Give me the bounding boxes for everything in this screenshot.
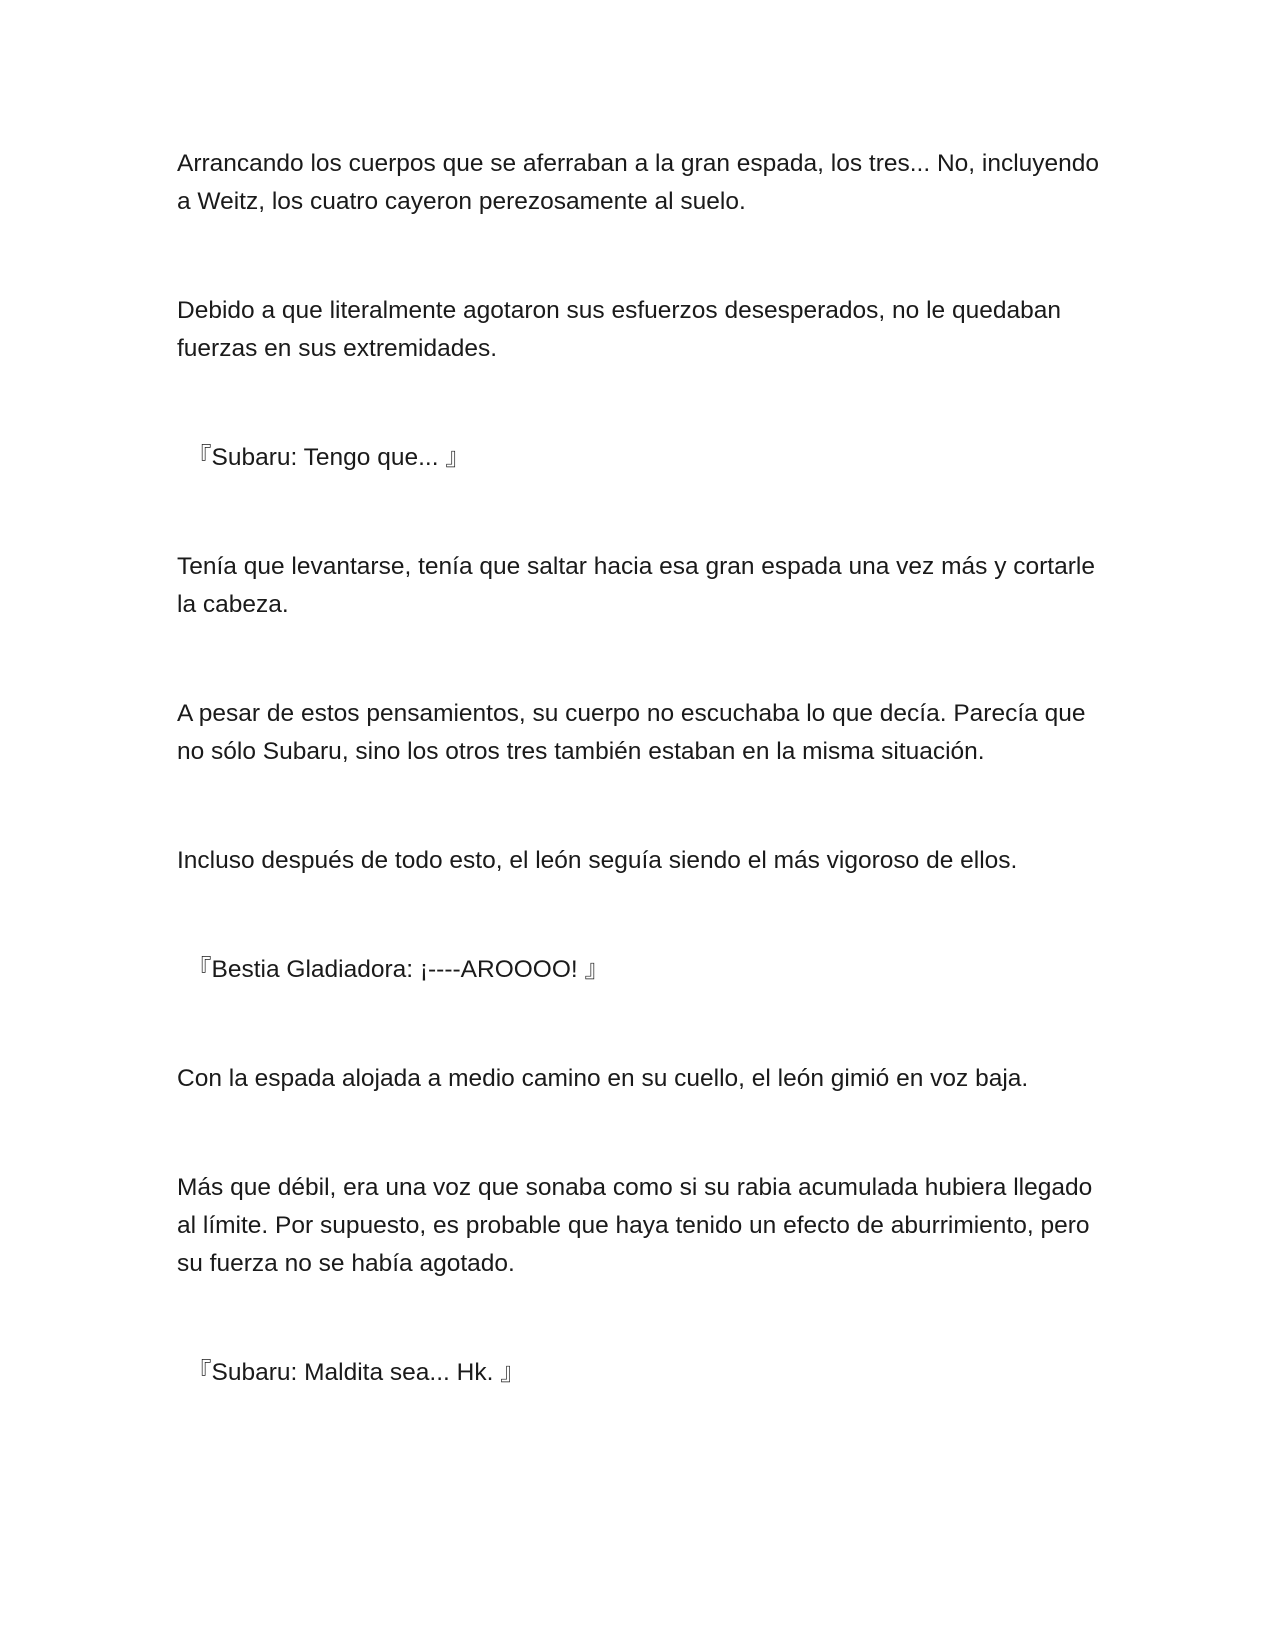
- paragraph-dialogue: 『Subaru: Tengo que... 』: [187, 444, 470, 471]
- paragraph-narration: Arrancando los cuerpos que se aferraban a la gran espada, los tres... No, incluyendo a Weitz, los cuatro cayeron perezosamente al suelo.: [177, 150, 1100, 215]
- paragraph-narration: Más que débil, era una voz que sonaba como si su rabia acumulada hubiera llegado al límite. Por supuesto, es probable que haya tenido un efecto de aburrimiento, pero su fuerza no se había agotado.: [177, 1174, 1093, 1277]
- document-body: [177, 145, 1107, 1392]
- paragraph-narration: Tenía que levantarse, tenía que saltar hacia esa gran espada una vez más y cortarle la cabeza.: [177, 553, 1095, 618]
- paragraph-narration: Incluso después de todo esto, el león seguía siendo el más vigoroso de ellos.: [177, 847, 1018, 874]
- paragraph-narration: A pesar de estos pensamientos, su cuerpo no escuchaba lo que decía. Parecía que no sólo Subaru, sino los otros tres también estaban en la misma situación.: [177, 700, 1086, 765]
- paragraph-narration: Con la espada alojada a medio camino en su cuello, el león gimió en voz baja.: [177, 1065, 1029, 1092]
- paragraph-dialogue: 『Bestia Gladiadora: ¡----AROOOO! 』: [187, 956, 610, 983]
- paragraph-narration: Debido a que literalmente agotaron sus esfuerzos desesperados, no le quedaban fuerzas en sus extremidades.: [177, 297, 1061, 362]
- paragraph-dialogue: 『Subaru: Maldita sea... Hk. 』: [187, 1359, 525, 1386]
